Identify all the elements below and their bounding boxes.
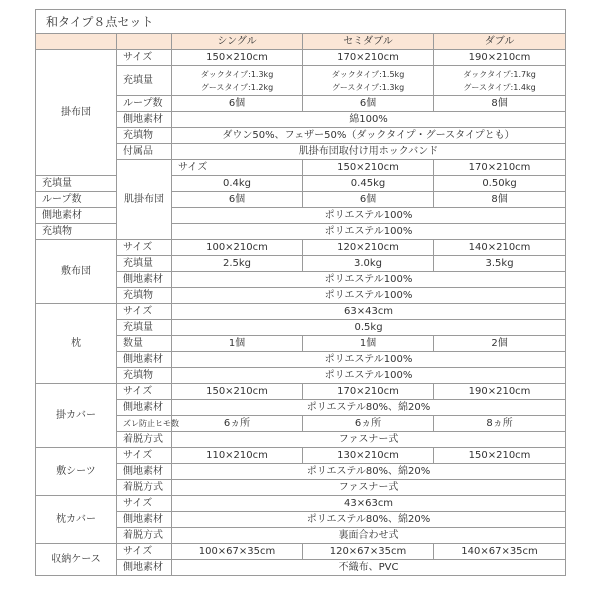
cell: 3.0kg bbox=[303, 256, 434, 272]
cell: 8ヵ所 bbox=[434, 416, 566, 432]
table-row bbox=[36, 240, 566, 256]
row-label: 充填物 bbox=[117, 368, 172, 384]
row-label: ループ数 bbox=[117, 96, 172, 112]
row-label: サイズ bbox=[117, 384, 172, 400]
goose-fill: グースタイプ:1.3kg bbox=[331, 82, 405, 92]
category-shikibuton: 敷布団 bbox=[36, 240, 117, 304]
cell: 1個 bbox=[303, 336, 434, 352]
header-blank bbox=[117, 34, 172, 50]
cell: 6個 bbox=[172, 192, 303, 208]
cell: ダウン50%、フェザー50%（ダックタイプ・グースタイプとも） bbox=[172, 128, 566, 144]
cell: 140×67×35cm bbox=[434, 544, 566, 560]
cell: 0.5kg bbox=[172, 320, 566, 336]
cell: ファスナー式 bbox=[172, 432, 566, 448]
title-row bbox=[36, 10, 566, 34]
row-label: ズレ防止ヒモ数 bbox=[117, 416, 172, 432]
row-label: ループ数 bbox=[36, 192, 117, 208]
goose-fill: グースタイプ:1.2kg bbox=[200, 82, 274, 92]
cell: 190×210cm bbox=[434, 384, 566, 400]
category-kakebuton: 掛布団 bbox=[36, 50, 117, 176]
table-title: 和タイプ８点セット bbox=[36, 10, 566, 34]
cell: 不織布、PVC bbox=[172, 560, 566, 576]
spec-table bbox=[35, 9, 566, 576]
cell: 150×210cm bbox=[303, 160, 434, 176]
row-label: 側地素材 bbox=[117, 112, 172, 128]
cell bbox=[434, 66, 566, 96]
cell: 190×210cm bbox=[434, 50, 566, 66]
row-label: サイズ bbox=[117, 496, 172, 512]
cell: ポリエステル100% bbox=[172, 272, 566, 288]
cell: 120×210cm bbox=[303, 240, 434, 256]
table-row bbox=[36, 448, 566, 464]
row-label: 側地素材 bbox=[117, 512, 172, 528]
cell: ポリエステル80%、綿20% bbox=[172, 400, 566, 416]
row-label: 側地素材 bbox=[117, 464, 172, 480]
row-label: 充填物 bbox=[36, 224, 117, 240]
cell: 0.50kg bbox=[434, 176, 566, 192]
cell: ポリエステル100% bbox=[172, 352, 566, 368]
row-label: サイズ bbox=[117, 240, 172, 256]
cell: 150×210cm bbox=[172, 50, 303, 66]
cell: 6ヵ所 bbox=[172, 416, 303, 432]
row-label: 充填量 bbox=[117, 256, 172, 272]
category-makura-cover: 枕カバー bbox=[36, 496, 117, 544]
header-semi-double: セミダブル bbox=[303, 34, 434, 50]
cell: ポリエステル100% bbox=[172, 368, 566, 384]
cell: ポリエステル80%、綿20% bbox=[172, 512, 566, 528]
row-label: 充填物 bbox=[117, 128, 172, 144]
cell: 43×63cm bbox=[172, 496, 566, 512]
cell: 110×210cm bbox=[172, 448, 303, 464]
row-label: 着脱方式 bbox=[117, 480, 172, 496]
cell: 170×210cm bbox=[303, 50, 434, 66]
table-row bbox=[36, 50, 566, 66]
category-storage-case: 収納ケース bbox=[36, 544, 117, 576]
row-label: サイズ bbox=[117, 50, 172, 66]
cell: ファスナー式 bbox=[172, 480, 566, 496]
cell: 6個 bbox=[303, 96, 434, 112]
row-label: 充填量 bbox=[36, 176, 117, 192]
category-kake-cover: 掛カバー bbox=[36, 384, 117, 448]
row-label: 側地素材 bbox=[117, 560, 172, 576]
row-label: サイズ bbox=[117, 448, 172, 464]
cell: 120×67×35cm bbox=[303, 544, 434, 560]
row-label: 側地素材 bbox=[36, 208, 117, 224]
row-label: 付属品 bbox=[117, 144, 172, 160]
cell: 63×43cm bbox=[172, 304, 566, 320]
row-label: 側地素材 bbox=[117, 400, 172, 416]
row-label: 充填物 bbox=[117, 288, 172, 304]
row-label: 充填量 bbox=[117, 320, 172, 336]
header-row bbox=[36, 34, 566, 50]
cell: ポリエステル100% bbox=[172, 208, 566, 224]
table-row bbox=[36, 304, 566, 320]
row-label: 着脱方式 bbox=[117, 528, 172, 544]
table-row bbox=[36, 176, 566, 192]
cell: 6個 bbox=[303, 192, 434, 208]
row-label: 側地素材 bbox=[117, 352, 172, 368]
header-double: ダブル bbox=[434, 34, 566, 50]
category-hadakake: 肌掛布団 bbox=[117, 160, 172, 240]
cell: 170×210cm bbox=[434, 160, 566, 176]
table-row bbox=[36, 496, 566, 512]
cell: 裏面合わせ式 bbox=[172, 528, 566, 544]
duck-fill: ダックタイプ:1.7kg bbox=[463, 69, 536, 79]
cell bbox=[172, 66, 303, 96]
cell: 2.5kg bbox=[172, 256, 303, 272]
table-row bbox=[36, 384, 566, 400]
cell: 100×210cm bbox=[172, 240, 303, 256]
category-makura: 枕 bbox=[36, 304, 117, 384]
cell: 肌掛布団取付け用ホックバンド bbox=[172, 144, 566, 160]
row-label: 数量 bbox=[117, 336, 172, 352]
duck-fill: ダックタイプ:1.5kg bbox=[331, 69, 405, 79]
goose-fill: グースタイプ:1.4kg bbox=[463, 82, 536, 92]
row-label: サイズ bbox=[117, 544, 172, 560]
cell: 3.5kg bbox=[434, 256, 566, 272]
cell: 2個 bbox=[434, 336, 566, 352]
row-label: サイズ bbox=[117, 304, 172, 320]
row-label: サイズ bbox=[172, 160, 303, 176]
cell: 130×210cm bbox=[303, 448, 434, 464]
table-row bbox=[36, 192, 566, 208]
table-row bbox=[36, 208, 566, 224]
cell: 0.4kg bbox=[172, 176, 303, 192]
cell: 170×210cm bbox=[303, 384, 434, 400]
cell: 150×210cm bbox=[172, 384, 303, 400]
row-label: 着脱方式 bbox=[117, 432, 172, 448]
cell bbox=[303, 66, 434, 96]
cell: 0.45kg bbox=[303, 176, 434, 192]
cell: 140×210cm bbox=[434, 240, 566, 256]
cell: 1個 bbox=[172, 336, 303, 352]
cell: ポリエステル100% bbox=[172, 288, 566, 304]
cell: 100×67×35cm bbox=[172, 544, 303, 560]
cell: 150×210cm bbox=[434, 448, 566, 464]
table-row bbox=[36, 544, 566, 560]
cell: 8個 bbox=[434, 192, 566, 208]
cell: 綿100% bbox=[172, 112, 566, 128]
header-single: シングル bbox=[172, 34, 303, 50]
row-label: 充填量 bbox=[117, 66, 172, 96]
duck-fill: ダックタイプ:1.3kg bbox=[200, 69, 274, 79]
table-row bbox=[36, 224, 566, 240]
cell: 6ヵ所 bbox=[303, 416, 434, 432]
category-shiki-sheet: 敷シーツ bbox=[36, 448, 117, 496]
cell: ポリエステル100% bbox=[172, 224, 566, 240]
cell: ポリエステル80%、綿20% bbox=[172, 464, 566, 480]
cell: 8個 bbox=[434, 96, 566, 112]
row-label: 側地素材 bbox=[117, 272, 172, 288]
header-blank bbox=[36, 34, 117, 50]
cell: 6個 bbox=[172, 96, 303, 112]
